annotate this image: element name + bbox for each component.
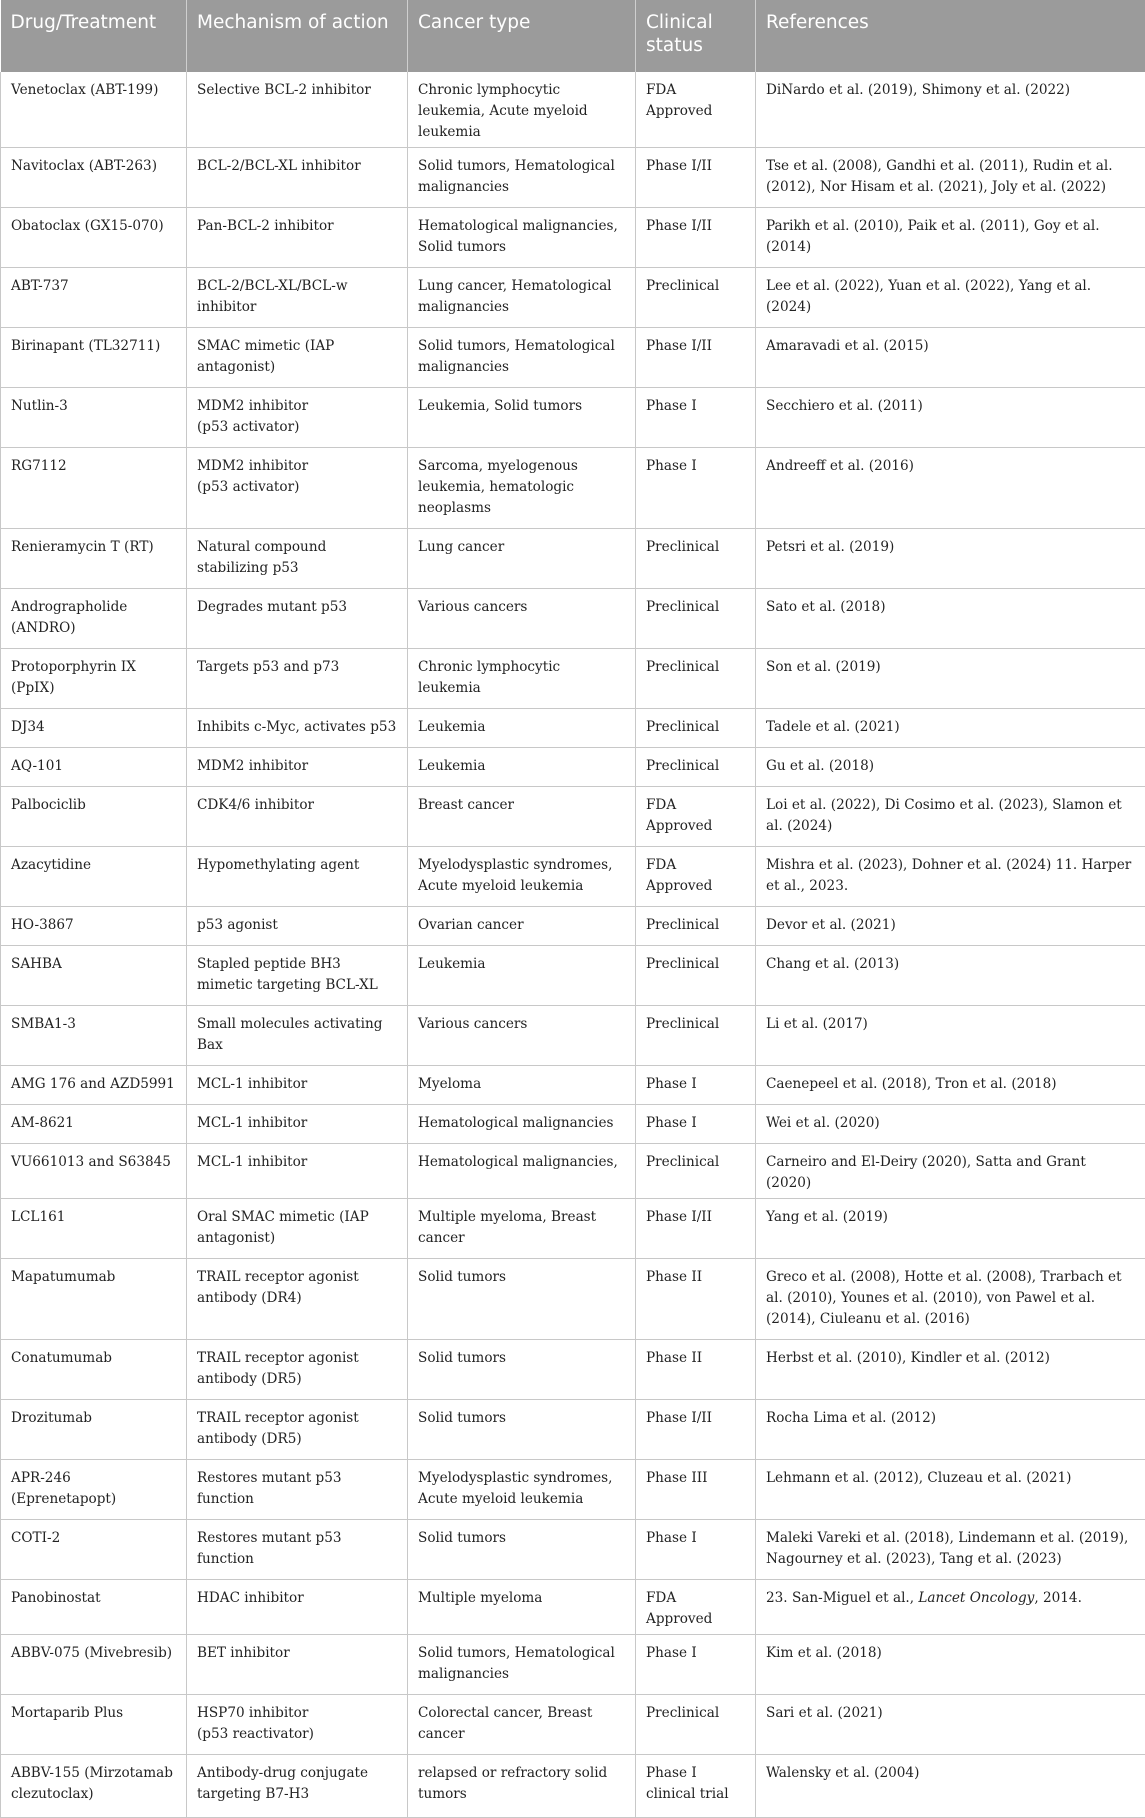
header-drug: Drug/Treatment (1, 0, 187, 72)
cell-drug: Renieramycin T (RT) (1, 529, 187, 589)
cell-references: Walensky et al. (2004) (756, 1755, 1145, 1818)
cell-status: Phase I/II (636, 328, 756, 388)
cell-status: Phase I/II (636, 1400, 756, 1460)
cell-references (756, 1580, 1145, 1635)
table-row (1, 1755, 1145, 1818)
cell-status: Phase I (636, 1066, 756, 1105)
table-row (1, 148, 1145, 208)
cell-drug: ABBV-075 (Mivebresib) (1, 1635, 187, 1695)
cell-references: Wei et al. (2020) (756, 1105, 1145, 1144)
cell-references: Gu et al. (2018) (756, 748, 1145, 787)
cell-drug: Protoporphyrin IX (PpIX) (1, 649, 187, 709)
cell-status: Preclinical (636, 649, 756, 709)
cell-drug: Mortaparib Plus (1, 1695, 187, 1755)
cell-drug: DJ34 (1, 709, 187, 748)
cell-mechanism: TRAIL receptor agonist antibody (DR5) (187, 1400, 408, 1460)
cell-references: Maleki Vareki et al. (2018), Lindemann et al. (2019), Nagourney et al. (2023), Tang et al. (2023) (756, 1520, 1145, 1580)
cell-status: Preclinical (636, 589, 756, 649)
cell-cancer-type: Leukemia (408, 709, 636, 748)
cell-drug: Drozitumab (1, 1400, 187, 1460)
cell-references: Tadele et al. (2021) (756, 709, 1145, 748)
cell-drug: VU661013 and S63845 (1, 1144, 187, 1199)
cell-mechanism: Selective BCL-2 inhibitor (187, 72, 408, 148)
cell-cancer-type: Lung cancer (408, 529, 636, 589)
mechanism-line: (p53 reactivator) (197, 1726, 314, 1742)
cell-drug: Andrographolide (ANDRO) (1, 589, 187, 649)
table-row (1, 907, 1145, 946)
cell-status: Phase I (636, 448, 756, 529)
cell-status: Phase I (636, 1635, 756, 1695)
cell-drug: Navitoclax (ABT-263) (1, 148, 187, 208)
cell-status: Phase I/II (636, 1199, 756, 1259)
cell-status: Phase I (636, 388, 756, 448)
table-row (1, 1144, 1145, 1199)
cell-drug: LCL161 (1, 1199, 187, 1259)
cell-mechanism: p53 agonist (187, 907, 408, 946)
cell-references: Sato et al. (2018) (756, 589, 1145, 649)
cell-references: Sari et al. (2021) (756, 1695, 1145, 1755)
cell-mechanism: TRAIL receptor agonist antibody (DR4) (187, 1259, 408, 1340)
cell-references: Andreeff et al. (2016) (756, 448, 1145, 529)
cell-references: DiNardo et al. (2019), Shimony et al. (2022) (756, 72, 1145, 148)
table-row (1, 448, 1145, 529)
cell-cancer-type: Leukemia, Solid tumors (408, 388, 636, 448)
table-row (1, 649, 1145, 709)
cell-drug: Azacytidine (1, 847, 187, 907)
table-row (1, 946, 1145, 1006)
table-row (1, 748, 1145, 787)
mechanism-line: MDM2 inhibitor (197, 458, 308, 474)
cell-drug: AMG 176 and AZD5991 (1, 1066, 187, 1105)
table-row (1, 1199, 1145, 1259)
cell-mechanism (187, 448, 408, 529)
cell-references: Greco et al. (2008), Hotte et al. (2008), Trarbach et al. (2010), Younes et al. (2010), von Pawel et al. (2014), Ciuleanu et al. (2016) (756, 1259, 1145, 1340)
table-row (1, 1695, 1145, 1755)
cell-cancer-type: Hematological malignancies, (408, 1144, 636, 1199)
cell-references: Parikh et al. (2010), Paik et al. (2011), Goy et al. (2014) (756, 208, 1145, 268)
mechanism-line: HSP70 inhibitor (197, 1705, 308, 1721)
cell-drug: AQ-101 (1, 748, 187, 787)
cell-status: FDA Approved (636, 72, 756, 148)
table-row (1, 1105, 1145, 1144)
table-row (1, 72, 1145, 148)
cell-cancer-type: Solid tumors (408, 1340, 636, 1400)
table-row (1, 1400, 1145, 1460)
cell-status: Preclinical (636, 748, 756, 787)
cell-mechanism: Oral SMAC mimetic (IAP antagonist) (187, 1199, 408, 1259)
cell-references: Amaravadi et al. (2015) (756, 328, 1145, 388)
cell-references: Herbst et al. (2010), Kindler et al. (2012) (756, 1340, 1145, 1400)
reference-text: , 2014. (1034, 1590, 1082, 1606)
table-row (1, 1340, 1145, 1400)
cell-cancer-type: Colorectal cancer, Breast cancer (408, 1695, 636, 1755)
cell-cancer-type: relapsed or refractory solid tumors (408, 1755, 636, 1818)
cell-status: Phase I/II (636, 148, 756, 208)
cell-mechanism: Antibody-drug conjugate targeting B7-H3 (187, 1755, 408, 1818)
cell-drug: APR-246 (Eprenetapopt) (1, 1460, 187, 1520)
cell-status: Preclinical (636, 529, 756, 589)
cell-drug: Conatumumab (1, 1340, 187, 1400)
cell-drug: SAHBA (1, 946, 187, 1006)
cell-references: Petsri et al. (2019) (756, 529, 1145, 589)
journal-title: Lancet Oncology (918, 1590, 1034, 1606)
cell-mechanism (187, 388, 408, 448)
table-row (1, 709, 1145, 748)
cell-references: Carneiro and El-Deiry (2020), Satta and Grant (2020) (756, 1144, 1145, 1199)
table-row (1, 1006, 1145, 1066)
cell-cancer-type: Multiple myeloma, Breast cancer (408, 1199, 636, 1259)
cell-cancer-type: Chronic lymphocytic leukemia (408, 649, 636, 709)
cell-drug: Palbociclib (1, 787, 187, 847)
header-references: References (756, 0, 1145, 72)
cell-cancer-type: Hematological malignancies (408, 1105, 636, 1144)
cell-references: Secchiero et al. (2011) (756, 388, 1145, 448)
cell-status: FDA Approved (636, 1580, 756, 1635)
cell-mechanism: Degrades mutant p53 (187, 589, 408, 649)
cell-status: Phase II (636, 1259, 756, 1340)
table-row (1, 787, 1145, 847)
cell-mechanism: Targets p53 and p73 (187, 649, 408, 709)
cell-cancer-type: Solid tumors (408, 1259, 636, 1340)
cell-drug: COTI-2 (1, 1520, 187, 1580)
cell-drug: Mapatumumab (1, 1259, 187, 1340)
table-row (1, 328, 1145, 388)
mechanism-line: (p53 activator) (197, 479, 299, 495)
cell-status: Preclinical (636, 907, 756, 946)
cell-mechanism: Restores mutant p53 function (187, 1460, 408, 1520)
cell-status: Phase II (636, 1340, 756, 1400)
cell-status: Phase I clinical trial (636, 1755, 756, 1818)
cell-mechanism: Small molecules activating Bax (187, 1006, 408, 1066)
cell-mechanism: BCL-2/BCL-XL inhibitor (187, 148, 408, 208)
cell-mechanism: Restores mutant p53 function (187, 1520, 408, 1580)
cell-mechanism: Hypomethylating agent (187, 847, 408, 907)
cell-status: Preclinical (636, 709, 756, 748)
cell-references: Kim et al. (2018) (756, 1635, 1145, 1695)
cell-mechanism: Pan-BCL-2 inhibitor (187, 208, 408, 268)
cell-cancer-type: Leukemia (408, 748, 636, 787)
cell-cancer-type: Multiple myeloma (408, 1580, 636, 1635)
table-row (1, 1066, 1145, 1105)
cell-cancer-type: Sarcoma, myelogenous leukemia, hematologic neoplasms (408, 448, 636, 529)
cell-cancer-type: Breast cancer (408, 787, 636, 847)
cell-cancer-type: Chronic lymphocytic leukemia, Acute myeloid leukemia (408, 72, 636, 148)
cell-drug: ABT-737 (1, 268, 187, 328)
cell-cancer-type: Hematological malignancies, Solid tumors (408, 208, 636, 268)
cell-status: Phase I (636, 1105, 756, 1144)
cell-mechanism: HDAC inhibitor (187, 1580, 408, 1635)
cell-status: FDA Approved (636, 787, 756, 847)
cell-references: Lee et al. (2022), Yuan et al. (2022), Yang et al. (2024) (756, 268, 1145, 328)
cell-mechanism: SMAC mimetic (IAP antagonist) (187, 328, 408, 388)
table-row (1, 1520, 1145, 1580)
cell-drug: AM-8621 (1, 1105, 187, 1144)
cell-mechanism (187, 1695, 408, 1755)
cell-mechanism: Stapled peptide BH3 mimetic targeting BCL-XL (187, 946, 408, 1006)
mechanism-line: (p53 activator) (197, 419, 299, 435)
cell-references: Loi et al. (2022), Di Cosimo et al. (2023), Slamon et al. (2024) (756, 787, 1145, 847)
cell-mechanism: Inhibits c-Myc, activates p53 (187, 709, 408, 748)
cell-drug: SMBA1-3 (1, 1006, 187, 1066)
table-row (1, 1460, 1145, 1520)
cell-references: Rocha Lima et al. (2012) (756, 1400, 1145, 1460)
table-row (1, 1259, 1145, 1340)
table-row (1, 589, 1145, 649)
cell-cancer-type: Myelodysplastic syndromes, Acute myeloid leukemia (408, 1460, 636, 1520)
cell-mechanism: Natural compound stabilizing p53 (187, 529, 408, 589)
cell-status: Phase I/II (636, 208, 756, 268)
table-row (1, 847, 1145, 907)
cell-drug: ABBV-155 (Mirzotamab clezutoclax) (1, 1755, 187, 1818)
cell-references: Son et al. (2019) (756, 649, 1145, 709)
cell-references: Li et al. (2017) (756, 1006, 1145, 1066)
cell-references: Devor et al. (2021) (756, 907, 1145, 946)
cell-cancer-type: Lung cancer, Hematological malignancies (408, 268, 636, 328)
cell-status: Preclinical (636, 1695, 756, 1755)
header-cancer-type: Cancer type (408, 0, 636, 72)
cell-cancer-type: Solid tumors (408, 1400, 636, 1460)
cell-references: Yang et al. (2019) (756, 1199, 1145, 1259)
cell-cancer-type: Solid tumors (408, 1520, 636, 1580)
cell-mechanism: BCL-2/BCL-XL/BCL-w inhibitor (187, 268, 408, 328)
cell-cancer-type: Leukemia (408, 946, 636, 1006)
cell-status: Phase III (636, 1460, 756, 1520)
cell-status: Preclinical (636, 1144, 756, 1199)
cell-drug: HO-3867 (1, 907, 187, 946)
cell-mechanism: TRAIL receptor agonist antibody (DR5) (187, 1340, 408, 1400)
cell-drug: Venetoclax (ABT-199) (1, 72, 187, 148)
cell-cancer-type: Myeloma (408, 1066, 636, 1105)
table-header (1, 0, 1145, 72)
cell-mechanism: MDM2 inhibitor (187, 748, 408, 787)
cell-mechanism: BET inhibitor (187, 1635, 408, 1695)
cell-references: Mishra et al. (2023), Dohner et al. (2024) 11. Harper et al., 2023. (756, 847, 1145, 907)
table-row (1, 208, 1145, 268)
cell-mechanism: CDK4/6 inhibitor (187, 787, 408, 847)
table-row (1, 388, 1145, 448)
cell-status: Preclinical (636, 946, 756, 1006)
cell-status: Preclinical (636, 1006, 756, 1066)
cell-references: Tse et al. (2008), Gandhi et al. (2011), Rudin et al. (2012), Nor Hisam et al. (2021), Joly et al. (2022) (756, 148, 1145, 208)
table-row (1, 1635, 1145, 1695)
header-mechanism: Mechanism of action (187, 0, 408, 72)
table-row (1, 1580, 1145, 1635)
cell-drug: Birinapant (TL32711) (1, 328, 187, 388)
cell-cancer-type: Solid tumors, Hematological malignancies (408, 148, 636, 208)
cell-mechanism: MCL-1 inhibitor (187, 1066, 408, 1105)
cell-cancer-type: Ovarian cancer (408, 907, 636, 946)
cell-status: FDA Approved (636, 847, 756, 907)
cell-references: Chang et al. (2013) (756, 946, 1145, 1006)
cell-references: Lehmann et al. (2012), Cluzeau et al. (2021) (756, 1460, 1145, 1520)
cell-mechanism: MCL-1 inhibitor (187, 1105, 408, 1144)
cell-cancer-type: Various cancers (408, 589, 636, 649)
cell-drug: Obatoclax (GX15-070) (1, 208, 187, 268)
cell-mechanism: MCL-1 inhibitor (187, 1144, 408, 1199)
cell-drug: Panobinostat (1, 1580, 187, 1635)
cell-cancer-type: Solid tumors, Hematological malignancies (408, 1635, 636, 1695)
cell-cancer-type: Solid tumors, Hematological malignancies (408, 328, 636, 388)
reference-text: 23. San-Miguel et al., (766, 1590, 918, 1606)
mechanism-line: MDM2 inhibitor (197, 398, 308, 414)
cell-status: Phase I (636, 1520, 756, 1580)
cell-cancer-type: Various cancers (408, 1006, 636, 1066)
cell-drug: Nutlin-3 (1, 388, 187, 448)
cell-references: Caenepeel et al. (2018), Tron et al. (2018) (756, 1066, 1145, 1105)
cell-drug: RG7112 (1, 448, 187, 529)
table-row (1, 529, 1145, 589)
cell-status: Preclinical (636, 268, 756, 328)
table-body (1, 72, 1145, 1818)
table-row (1, 268, 1145, 328)
cell-cancer-type: Myelodysplastic syndromes, Acute myeloid leukemia (408, 847, 636, 907)
header-clinical-status: Clinical status (636, 0, 756, 72)
